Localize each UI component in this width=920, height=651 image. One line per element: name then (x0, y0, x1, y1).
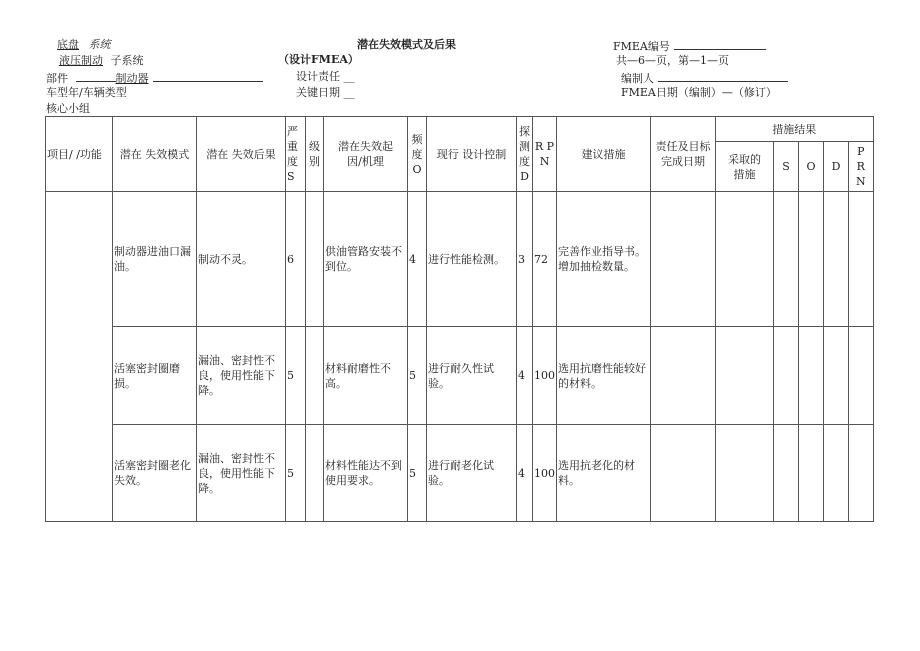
doc-subtitle: （设计FMEA） (278, 53, 359, 66)
col-resp: 责任及目标完成日期 (651, 117, 716, 192)
sev-cell: 5 (286, 425, 306, 522)
item-cell (46, 192, 113, 522)
fmea-table (45, 116, 874, 522)
d-cell (824, 192, 849, 327)
sev-cell: 6 (286, 192, 306, 327)
s-cell (774, 327, 799, 425)
fmea-no-line (613, 38, 766, 54)
col-failure-mode: 潜在 失效模式 (113, 117, 197, 192)
col-rpn: R P N (533, 117, 557, 192)
resp-cell (651, 425, 716, 522)
col-taken: 采取的 措施 (716, 142, 774, 192)
action-cell: 完善作业指导书。增加抽检数量。 (557, 192, 651, 327)
control-cell: 进行耐久性试验。 (427, 327, 517, 425)
col-cause: 潜在失效起因/机理 (324, 117, 408, 192)
cause-cell: 材料性能达不到使用要求。 (324, 425, 408, 522)
key-date: 关键日期 __ (296, 86, 355, 99)
det-cell: 4 (517, 327, 533, 425)
o-cell (799, 192, 824, 327)
design-resp: 设计责任 __ (296, 70, 355, 83)
col-occurrence: 频度O (408, 117, 427, 192)
s-cell (774, 192, 799, 327)
col-action: 建议措施 (557, 117, 651, 192)
class-cell (306, 425, 324, 522)
class-cell (306, 327, 324, 425)
vehicle-label: 车型年/车辆类型 (46, 86, 127, 99)
action-cell: 选用抗老化的材料。 (557, 425, 651, 522)
table-row (46, 192, 874, 327)
col-control: 现行 设计控制 (427, 117, 517, 192)
part-line (46, 70, 263, 86)
cause-cell: 材料耐磨性不高。 (324, 327, 408, 425)
pages-label: 共—6—页，第—1—页 (616, 54, 729, 67)
fmea-date: FMEA日期（编制）—（修订） (621, 86, 777, 99)
prn-cell (849, 192, 874, 327)
cause-cell: 供油管路安装不到位。 (324, 192, 408, 327)
chassis-line (57, 38, 111, 52)
effect-cell: 漏油、密封性不良，使用性能下降。 (197, 327, 286, 425)
effect-cell: 漏油、密封性不良，使用性能下降。 (197, 425, 286, 522)
col-prn: P R N (849, 142, 874, 192)
col-d: D (824, 142, 849, 192)
resp-cell (651, 192, 716, 327)
fmea-no-label: FMEA编号 (613, 40, 670, 53)
control-cell: 进行性能检测。 (427, 192, 517, 327)
occ-cell: 5 (408, 425, 427, 522)
part-blank-2 (153, 70, 263, 82)
mode-cell: 活塞密封圈磨损。 (113, 327, 197, 425)
det-cell: 3 (517, 192, 533, 327)
chassis-label: 底盘 (57, 38, 79, 51)
d-cell (824, 425, 849, 522)
taken-cell (716, 425, 774, 522)
col-effect: 潜在 失效后果 (197, 117, 286, 192)
header-row-1 (46, 117, 874, 142)
mode-cell: 制动器进油口漏油。 (113, 192, 197, 327)
prn-cell (849, 425, 874, 522)
rpn-cell: 72 (533, 192, 557, 327)
table-row (46, 425, 874, 522)
col-s: S (774, 142, 799, 192)
subsystem-line (59, 54, 144, 68)
part-blank (76, 70, 116, 82)
occ-cell: 5 (408, 327, 427, 425)
table-row (46, 327, 874, 425)
action-cell: 选用抗磨性能较好的材料。 (557, 327, 651, 425)
s-cell (774, 425, 799, 522)
prepared-blank (658, 70, 788, 82)
col-class: 级别 (306, 117, 324, 192)
col-detection: 探测度D (517, 117, 533, 192)
control-cell: 进行耐老化试验。 (427, 425, 517, 522)
prn-cell (849, 327, 874, 425)
class-cell (306, 192, 324, 327)
col-o: O (799, 142, 824, 192)
part-label: 部件 (46, 72, 68, 85)
col-item: 项目/ /功能 (46, 117, 113, 192)
resp-cell (651, 327, 716, 425)
rpn-cell: 100 (533, 327, 557, 425)
col-results: 措施结果 (716, 117, 874, 142)
o-cell (799, 327, 824, 425)
fmea-no-blank (674, 38, 766, 50)
subsystem-label: 子系统 (110, 54, 144, 67)
doc-title: 潜在失效模式及后果 (357, 38, 456, 51)
rpn-cell: 100 (533, 425, 557, 522)
occ-cell: 4 (408, 192, 427, 327)
team-label: 核心小组 (46, 102, 90, 115)
col-severity: 严重度S (286, 117, 306, 192)
taken-cell (716, 327, 774, 425)
prepared-label: 编制人 (621, 72, 654, 85)
effect-cell: 制动不灵。 (197, 192, 286, 327)
d-cell (824, 327, 849, 425)
det-cell: 4 (517, 425, 533, 522)
o-cell (799, 425, 824, 522)
hydraulic-label: 液压制动 (59, 54, 103, 67)
part-value: 制动器 (115, 72, 149, 85)
system-label: 系统 (88, 38, 111, 51)
taken-cell (716, 192, 774, 327)
prepared-line (621, 70, 788, 86)
mode-cell: 活塞密封圈老化失效。 (113, 425, 197, 522)
sev-cell: 5 (286, 327, 306, 425)
